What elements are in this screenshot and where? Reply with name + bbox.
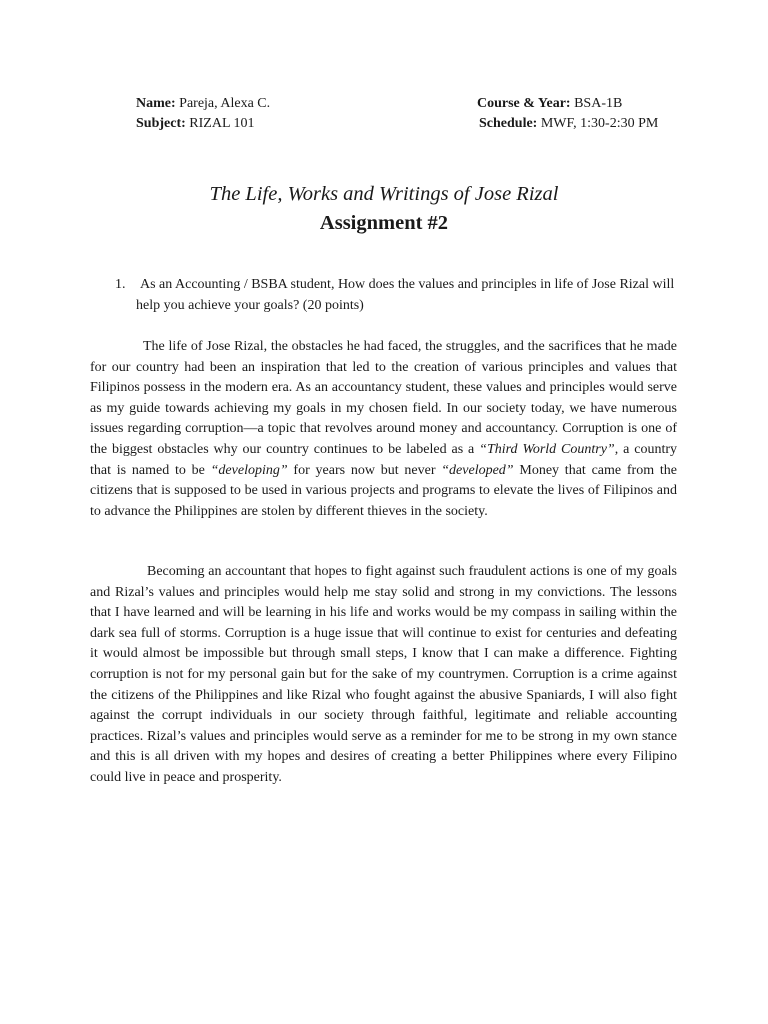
question-body: As an Accounting / BSBA student, How does the values and principles in life of Jose Rizal will help you achieve your goals? (20 points) <box>136 277 675 313</box>
p1-text-1: The life of Jose Rizal, the obstacles he had faced, the struggles, and the sacrifices that he made for our country had been an inspiration that led to the creation of various principles and values that Filipinos possess in the modern era. As an accountancy student, these values and principles would serve as my guide towards achieving my goals in my chosen field. In our society today, we have numerous issues regarding corruption—a topic that revolves around money and accountancy. Corruption is one of the biggest obstacles why our country continues to be labeled as a <box>90 339 677 457</box>
course-line <box>477 94 622 114</box>
paragraph-2: Becoming an accountant that hopes to fight against such fraudulent actions is one of my goals and Rizal’s values and principles would help me stay solid and strong in my convictions. The lessons that I have learned and will be learning in his life and works would be my compass in sailing within the dark sea full of storms. Corruption is a huge issue that will continue to exist for centuries and defeating it would almost be impossible but through small steps, I know that I can make a difference. Fighting corruption is not for my personal gain but for the sake of my countrymen. Corruption is a crime against the citizens of the Philippines and like Rizal who fought against the abusive Spaniards, I will also fight against the corrupt individuals in our society through faithful, legitimate and reliable accounting practices. Rizal’s values and principles would serve as a reminder for me to be strong in my own stance and this is all driven with my hopes and desires of creating a better Philippines where every Filipino could live in peace and prosperity. <box>90 564 677 785</box>
p1-emphasis-developing: “developing” <box>210 462 288 478</box>
question-number: 1. <box>115 277 126 292</box>
p1-text-4: Money that came from the citizens that is supposed to be used in various projects and programs to elevate the lives of Filipinos and to advance the Philippines are stolen by different thieves in the society. <box>90 462 677 519</box>
paragraph-1 <box>90 337 677 522</box>
name-value: Pareja, Alexa C. <box>179 96 271 111</box>
subject-line <box>136 114 254 134</box>
schedule-value: MWF, 1:30-2:30 PM <box>540 116 659 131</box>
p1-emphasis-developed: “developed” <box>441 462 514 478</box>
assignment-heading: Assignment #2 <box>319 212 449 234</box>
name-line <box>136 94 270 114</box>
name-label: Name: <box>136 96 176 111</box>
schedule-label: Schedule: <box>479 116 538 131</box>
question-text <box>136 275 676 316</box>
p1-emphasis-third-world: “Third World Country” <box>479 441 615 457</box>
course-label: Course & Year: <box>477 96 571 111</box>
document-title: The Life, Works and Writings of Jose Rizal <box>209 183 559 205</box>
p1-text-3: for years now but never <box>287 462 442 478</box>
p1-text-2: , a country that is named to be <box>90 441 677 478</box>
schedule-line <box>479 114 658 134</box>
course-value: BSA-1B <box>574 96 623 111</box>
subject-value: RIZAL 101 <box>189 116 255 131</box>
subject-label: Subject: <box>136 116 186 131</box>
